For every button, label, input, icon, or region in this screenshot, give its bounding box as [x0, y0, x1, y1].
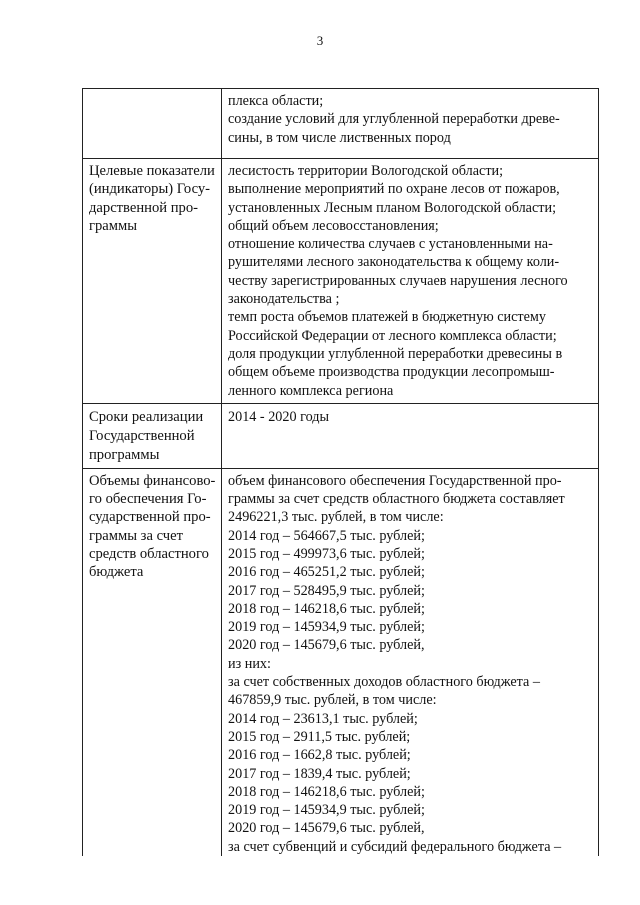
row-label-cell [83, 403, 222, 468]
label-line: сударственной про- [89, 509, 211, 526]
text-line: 2496221,3 тыс. рублей, в том числе: [228, 509, 444, 526]
text-line: 2019 год – 145934,9 тыс. рублей; [228, 802, 425, 819]
table-row-implementation-terms [83, 403, 599, 468]
row-value-cell [222, 159, 599, 404]
label-line: средств областного [89, 545, 209, 562]
text-line: из них: [228, 655, 271, 672]
text-line: создание условий для углубленной переработки древе- [228, 111, 560, 128]
table-row-continuation [83, 89, 599, 159]
text-line: 2018 год – 146218,6 тыс. рублей; [228, 783, 425, 800]
text-line: 467859,9 тыс. рублей, в том числе: [228, 692, 437, 709]
text-line: сины, в том числе лиственных пород [228, 129, 451, 146]
row-label-cell [83, 468, 222, 856]
text-line: 2019 год – 145934,9 тыс. рублей; [228, 619, 425, 636]
text-line: 2015 год – 2911,5 тыс. рублей; [228, 728, 411, 745]
text-line: 2016 год – 465251,2 тыс. рублей; [228, 564, 425, 581]
text-line: 2014 год – 23613,1 тыс. рублей; [228, 710, 418, 727]
text-line: 2017 год – 528495,9 тыс. рублей; [228, 582, 425, 599]
label-line: Целевые показатели [89, 163, 215, 179]
text-line: 2017 год – 1839,4 тыс. рублей; [228, 765, 411, 782]
text-line: 2014 - 2020 годы [228, 408, 330, 425]
row-value-cell [222, 403, 599, 468]
table-row-funding-volumes [83, 468, 599, 856]
text-line: отношение количества случаев с установленными на- [228, 236, 553, 253]
page-number: 3 [316, 33, 324, 48]
label-line: го обеспечения Го- [89, 491, 207, 508]
row-label-cell [83, 89, 222, 159]
label-line: Сроки реализации [89, 408, 204, 425]
text-line: 2018 год – 146218,6 тыс. рублей; [228, 600, 425, 617]
label-line: Государственной [89, 428, 195, 445]
label-line: граммы [89, 217, 138, 234]
text-line: 2015 год – 499973,6 тыс. рублей; [228, 545, 425, 562]
label-line: бюджета [89, 564, 144, 581]
text-line: объем финансового обеспечения Государственной про- [228, 472, 562, 489]
text-line: честву зарегистрированных случаев нарушения лесного [228, 272, 568, 289]
text-line: рушителями лесного законодательства к общему коли- [228, 254, 560, 271]
text-line: плекса области; [228, 93, 324, 109]
text-line: Российской Федерации от лесного комплекса области; [228, 327, 557, 344]
text-line: 2014 год – 564667,5 тыс. рублей; [228, 527, 425, 544]
text-line: темп роста объемов платежей в бюджетную систему [228, 309, 546, 326]
text-line: лесистость территории Вологодской области; [228, 163, 504, 179]
text-line: за счет собственных доходов областного бюджета – [228, 674, 540, 691]
text-line: 2016 год – 1662,8 тыс. рублей; [228, 747, 411, 764]
text-line: за счет субвенций и субсидий федерального бюджета – [228, 838, 562, 855]
text-line: общем объеме производства продукции лесопромыш- [228, 364, 555, 381]
label-line: Объемы финансово- [89, 472, 216, 489]
row-value-cell [222, 89, 599, 159]
label-line: дарственной про- [89, 199, 198, 216]
program-passport-table [82, 88, 599, 856]
text-line: доля продукции углубленной переработки древесины в [228, 345, 563, 362]
text-line: граммы за счет средств областного бюджета составляет [228, 491, 565, 508]
text-line: общий объем лесовосстановления; [228, 217, 439, 234]
label-line: граммы за счет [89, 527, 183, 544]
text-line: выполнение мероприятий по охране лесов от пожаров, [228, 181, 560, 198]
text-line: законодательства ; [228, 291, 340, 308]
label-line: программы [89, 447, 160, 464]
text-line: ленного комплекса региона [228, 382, 394, 399]
text-line: 2020 год – 145679,6 тыс. рублей, [228, 820, 425, 837]
text-line: установленных Лесным планом Вологодской области; [228, 199, 557, 216]
text-line: 2020 год – 145679,6 тыс. рублей, [228, 637, 425, 654]
row-value-cell [222, 468, 599, 856]
table-row-target-indicators [83, 159, 599, 404]
label-line: (индикаторы) Госу- [89, 181, 211, 198]
row-label-cell [83, 159, 222, 404]
